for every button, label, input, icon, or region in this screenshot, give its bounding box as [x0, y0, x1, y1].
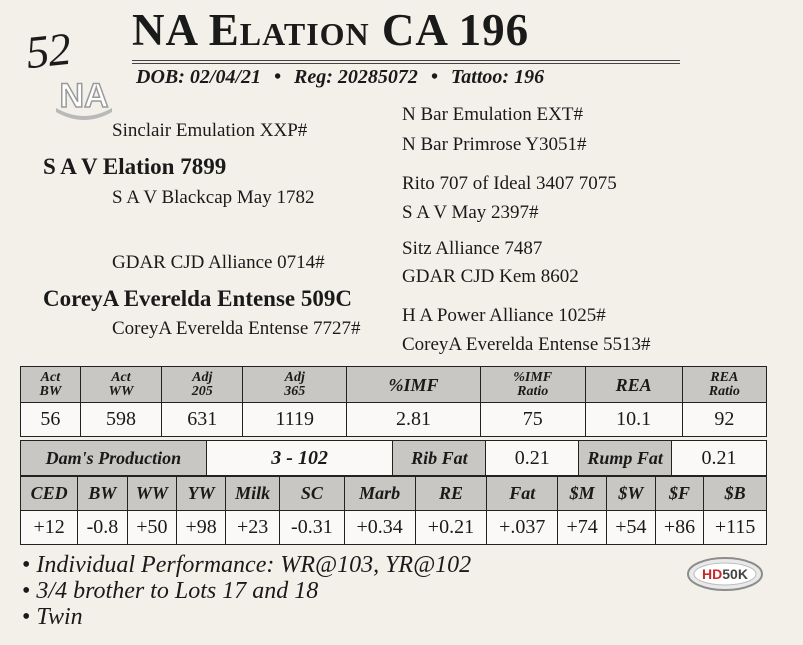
- pedigree-dss: Sitz Alliance 7487: [402, 238, 543, 259]
- perf-value-cell: 598: [80, 403, 161, 437]
- performance-table: [20, 366, 767, 437]
- epd-header-cell: Fat: [487, 477, 558, 511]
- production-table: [20, 440, 767, 476]
- epd-header-cell: Milk: [225, 477, 279, 511]
- pedigree-sire-dam: S A V Blackcap May 1782: [112, 187, 315, 208]
- perf-value-cell: 75: [480, 403, 585, 437]
- lot-number: 52: [23, 22, 73, 79]
- rib-fat-value: 0.21: [486, 441, 579, 476]
- epd-header-cell: $W: [607, 477, 656, 511]
- epd-header-cell: BW: [78, 477, 127, 511]
- epd-header-cell: $F: [655, 477, 704, 511]
- perf-header-cell: Adj 365: [243, 367, 347, 403]
- pedigree-ddd: CoreyA Everelda Entense 5513#: [402, 334, 651, 355]
- rump-fat-label: Rump Fat: [579, 441, 672, 476]
- production-row: [21, 441, 767, 476]
- epd-value-cell: +115: [704, 511, 767, 545]
- epd-header-row: [21, 477, 767, 511]
- note-item: • Individual Performance: WR@103, YR@102: [22, 552, 472, 578]
- epd-value-cell: +98: [177, 511, 226, 545]
- epd-value-cell: +54: [607, 511, 656, 545]
- rump-fat-value: 0.21: [672, 441, 767, 476]
- perf-value-cell: 2.81: [347, 403, 481, 437]
- pedigree-sds: Rito 707 of Ideal 3407 7075: [402, 173, 617, 194]
- pedigree-dam: CoreyA Everelda Entense 509C: [43, 286, 352, 311]
- pedigree-sire: S A V Elation 7899: [43, 154, 227, 179]
- perf-header-cell: Act WW: [80, 367, 161, 403]
- epd-value-cell: +0.34: [344, 511, 415, 545]
- perf-value-cell: 10.1: [585, 403, 682, 437]
- epd-header-cell: Marb: [344, 477, 415, 511]
- epd-header-cell: WW: [127, 477, 177, 511]
- epd-value-cell: +.037: [487, 511, 558, 545]
- na-badge-icon: [52, 74, 116, 122]
- epd-header-cell: RE: [415, 477, 486, 511]
- perf-value-cell: 1119: [243, 403, 347, 437]
- epd-value-cell: +50: [127, 511, 177, 545]
- perf-value-cell: 631: [162, 403, 243, 437]
- perf-header-cell: Act BW: [21, 367, 81, 403]
- epd-header-cell: CED: [21, 477, 78, 511]
- performance-value-row: [21, 403, 767, 437]
- epd-value-cell: +23: [225, 511, 279, 545]
- dam-production-value: 3 - 102: [206, 441, 393, 476]
- animal-subinfo: [136, 66, 544, 89]
- epd-header-cell: SC: [280, 477, 344, 511]
- animal-name: NA Elation CA 196: [132, 5, 530, 55]
- dob: DOB: 02/04/21: [136, 66, 261, 88]
- performance-header-row: [21, 367, 767, 403]
- epd-header-cell: $M: [558, 477, 607, 511]
- perf-header-cell: REA Ratio: [682, 367, 766, 403]
- pedigree-dam-sire: GDAR CJD Alliance 0714#: [112, 252, 325, 273]
- pedigree-dsd: GDAR CJD Kem 8602: [402, 266, 579, 287]
- epd-value-cell: +86: [655, 511, 704, 545]
- tattoo: Tattoo: 196: [450, 66, 545, 88]
- svg-text:HD50K: HD50K: [702, 566, 748, 582]
- pedigree-dds: H A Power Alliance 1025#: [402, 305, 606, 326]
- dam-production-label: Dam's Production: [21, 441, 207, 476]
- hd50k-logo: [686, 556, 764, 592]
- perf-header-cell: %IMF Ratio: [480, 367, 585, 403]
- pedigree-sss: N Bar Emulation EXT#: [402, 104, 583, 125]
- epd-value-cell: -0.31: [280, 511, 344, 545]
- epd-header-cell: $B: [704, 477, 767, 511]
- epd-value-cell: -0.8: [78, 511, 127, 545]
- separator: •: [430, 66, 438, 88]
- epd-header-cell: YW: [177, 477, 226, 511]
- pedigree-dam-dam: CoreyA Everelda Entense 7727#: [112, 318, 361, 339]
- badge-text: NA: [59, 77, 109, 115]
- pedigree-ssd: N Bar Primrose Y3051#: [402, 134, 587, 155]
- separator: •: [274, 66, 282, 88]
- perf-header-cell: Adj 205: [162, 367, 243, 403]
- title-divider: [132, 60, 680, 64]
- pedigree-sire-sire: Sinclair Emulation XXP#: [112, 120, 308, 141]
- perf-value-cell: 56: [21, 403, 81, 437]
- perf-header-cell: REA: [585, 367, 682, 403]
- notes-list: [22, 552, 471, 630]
- epd-value-cell: +0.21: [415, 511, 486, 545]
- pedigree-sdd: S A V May 2397#: [402, 202, 539, 223]
- note-item: • Twin: [22, 604, 83, 630]
- perf-header-cell: %IMF: [347, 367, 481, 403]
- epd-value-cell: +12: [21, 511, 78, 545]
- registration: Reg: 20285072: [294, 66, 418, 88]
- rib-fat-label: Rib Fat: [393, 441, 486, 476]
- perf-value-cell: 92: [682, 403, 766, 437]
- epd-table: [20, 476, 767, 545]
- epd-value-row: [21, 511, 767, 545]
- epd-value-cell: +74: [558, 511, 607, 545]
- note-item: • 3/4 brother to Lots 17 and 18: [22, 578, 319, 604]
